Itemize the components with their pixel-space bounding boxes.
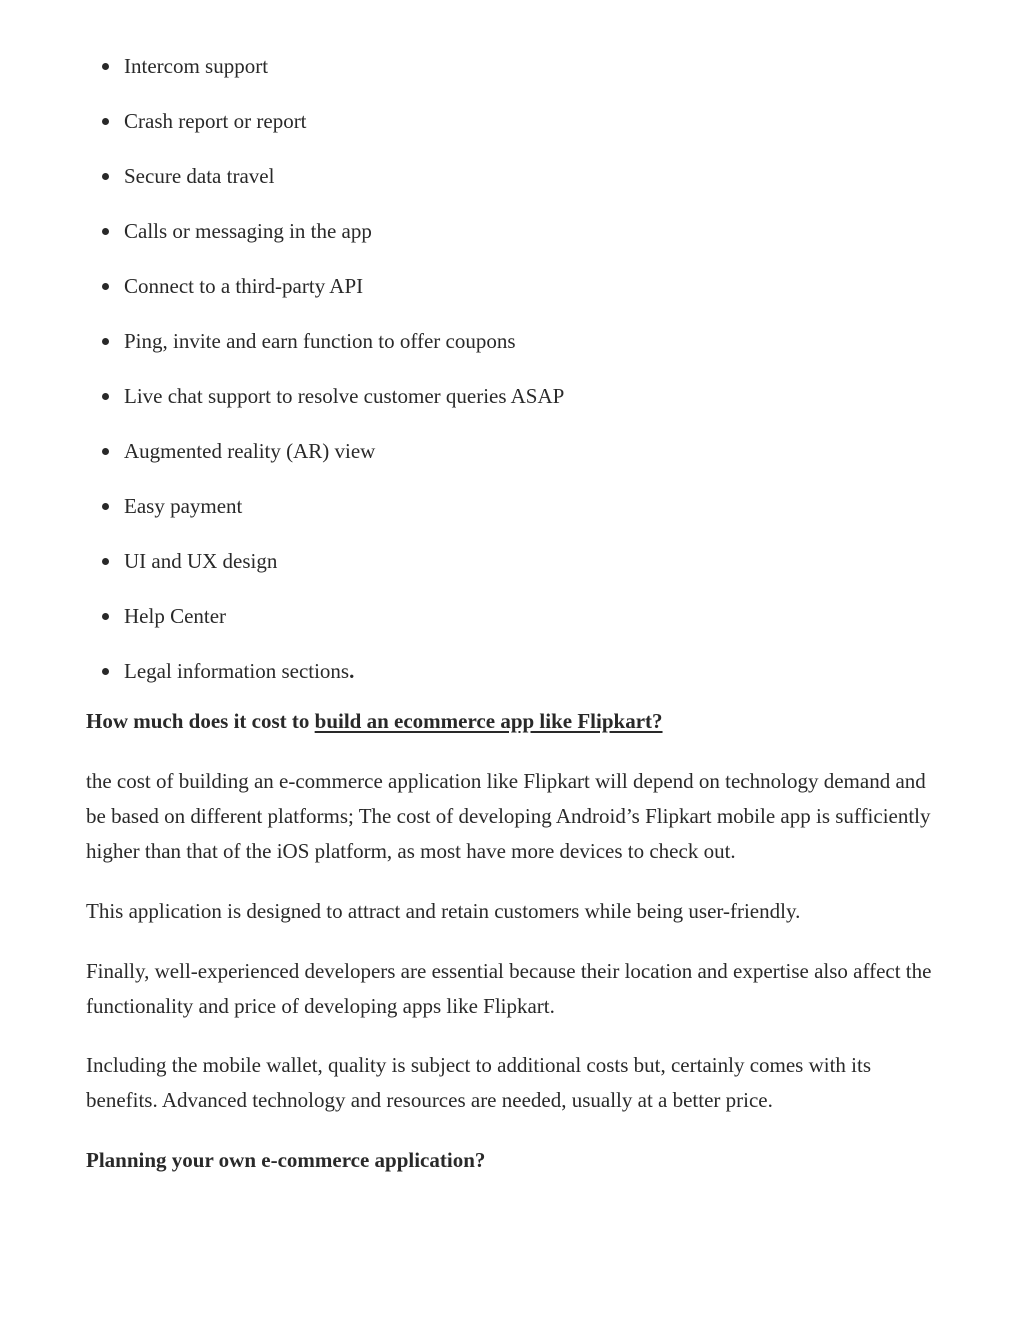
list-item-text: Intercom support [124, 54, 269, 78]
bullet-icon [102, 668, 109, 675]
bullet-icon [102, 118, 109, 125]
list-item-text: UI and UX design [124, 549, 278, 573]
flipkart-app-link[interactable]: build an ecommerce app like Flipkart? [314, 709, 663, 733]
list-item [86, 103, 936, 139]
paragraph-cost: the cost of building an e-commerce application like Flipkart will depend on technology demand and be based on different platforms; The cost of developing Android’s Flipkart mobile app is sufficiently higher than that of the iOS platform, as most have more devices to check out. [86, 769, 931, 863]
planning-heading: Planning your own e-commerce application? [86, 1148, 486, 1172]
list-item-text: Ping, invite and earn function to offer coupons [124, 329, 516, 353]
bullet-icon [102, 558, 109, 565]
list-item [86, 48, 936, 84]
list-item-text: Legal information sections [124, 659, 350, 683]
list-item-text: Secure data travel [124, 164, 275, 188]
list-item-text: Easy payment [124, 494, 243, 518]
list-item-text: Crash report or report [124, 109, 307, 133]
list-item-text: Live chat support to resolve customer queries ASAP [124, 384, 565, 408]
bullet-icon [102, 228, 109, 235]
bullet-icon [102, 338, 109, 345]
cost-heading-prefix: How much does it cost to [86, 709, 315, 733]
list-item [86, 158, 936, 194]
bullet-icon [102, 613, 109, 620]
list-item [86, 268, 936, 304]
bullet-icon [102, 503, 109, 510]
bullet-icon [102, 173, 109, 180]
list-item-suffix: . [349, 659, 355, 683]
list-item [86, 598, 936, 634]
list-item-text: Help Center [124, 604, 227, 628]
list-item [86, 488, 936, 524]
bullet-icon [102, 448, 109, 455]
list-item-text: Augmented reality (AR) view [124, 439, 376, 463]
bullet-icon [102, 63, 109, 70]
list-item [86, 323, 936, 359]
list-item [86, 378, 936, 414]
list-item [86, 433, 936, 469]
list-item [86, 213, 936, 249]
list-item-text: Connect to a third-party API [124, 274, 364, 298]
list-item-text: Calls or messaging in the app [124, 219, 372, 243]
article-body [86, 48, 936, 1178]
paragraph-design: This application is designed to attract and retain customers while being user-friendly. [86, 899, 801, 923]
paragraph-wallet: Including the mobile wallet, quality is subject to additional costs but, certainly comes with its benefits. Advanced technology and resources are needed, usually at a better price. [86, 1053, 872, 1112]
bullet-icon [102, 393, 109, 400]
list-item [86, 653, 936, 689]
feature-list [86, 48, 936, 689]
cost-heading [86, 704, 936, 739]
bullet-icon [102, 283, 109, 290]
paragraph-developers: Finally, well-experienced developers are essential because their location and expertise also affect the functionality and price of developing apps like Flipkart. [86, 959, 932, 1018]
list-item [86, 543, 936, 579]
